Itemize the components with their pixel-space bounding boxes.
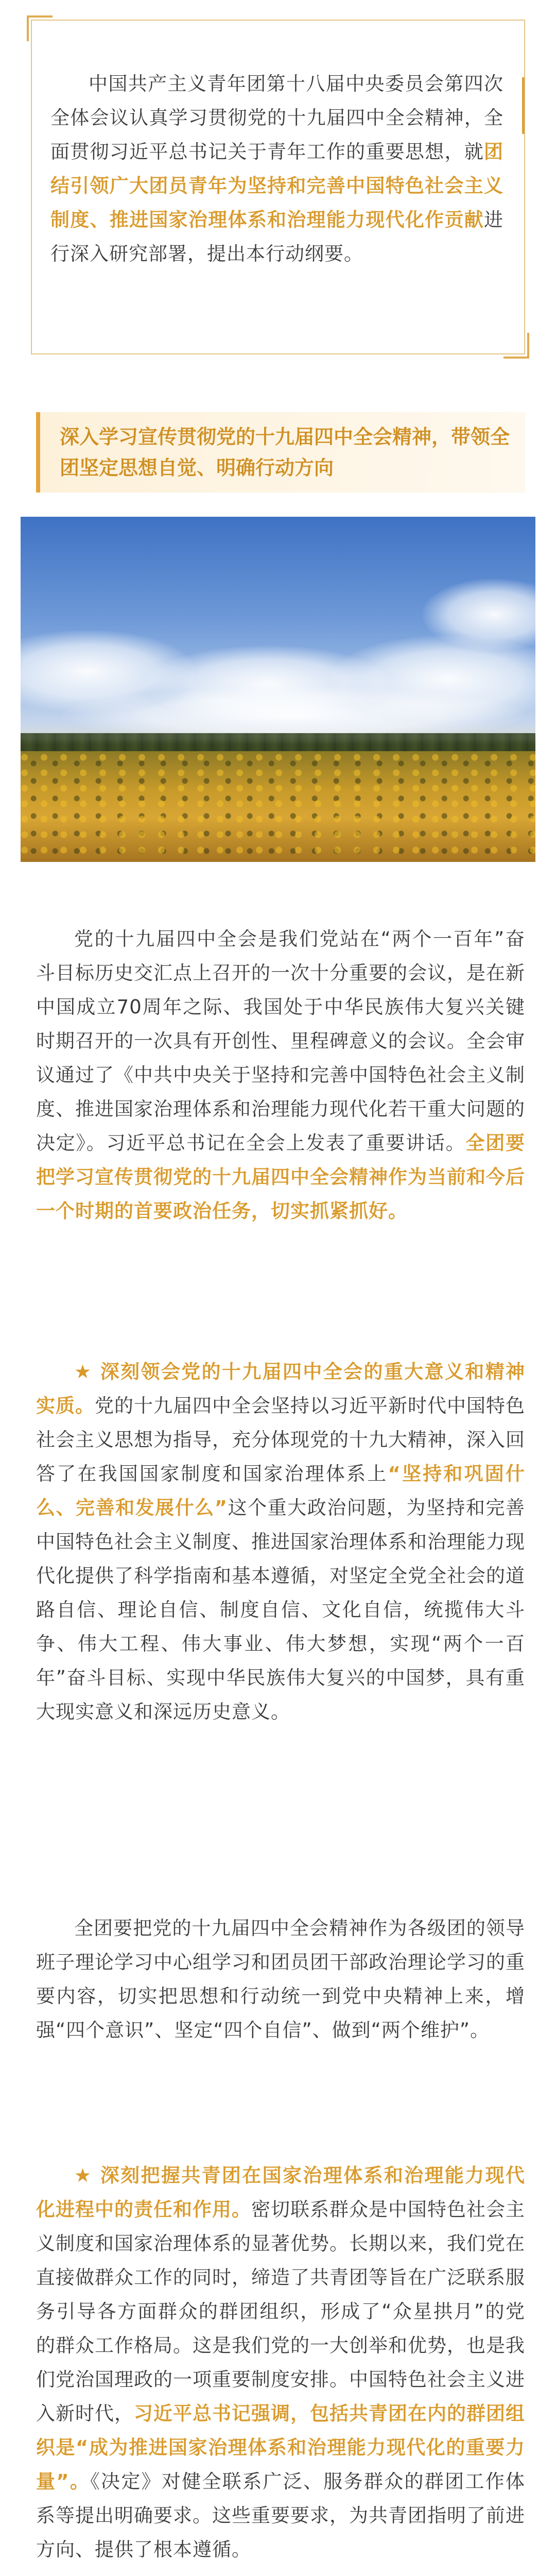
section-heading-text: 深入学习宣传贯彻党的十九届四中全会精神，带领全团坚定思想自觉、明确行动方向 bbox=[60, 426, 510, 479]
star-subheading-2: ★ 深刻把握共青团在国家治理体系和治理能力现代化进程中的责任和作用。 bbox=[36, 2164, 525, 2221]
paragraph-2-text: 党的十九届四中全会坚持以习近平新时代中国特色社会主义思想为指导，充分体现党的十九大精神，深入回答了在我国国家制度和国家治理体系上 bbox=[36, 1395, 525, 1485]
star-subheading: ★ 深刻领会党的十九届四中全会的重大意义和精神实质。 bbox=[36, 1361, 525, 1417]
paragraph-4-text-end: 《决定》对健全联系广泛、服务群众的群团工作体系等提出明确要求。这些重要要求，为共青团指明了前进方向、提供了根本遵循。 bbox=[36, 2470, 525, 2561]
paragraph-1-highlight: 全团要把学习宣传贯彻党的十九届四中全会精神作为当前和今后一个时期的首要政治任务，切实抓紧抓好。 bbox=[36, 1132, 526, 1222]
paragraph-4-text: 密切联系群众是中国特色社会主义制度和国家治理体系的显著优势。长期以来，我们党在直接做群众工作的同时，缔造了共青团等旨在广泛联系服务引导各方面群众的群团组织，形成了“众星拱月”的党的群众工作格局。这是我们党的一大创举和优势，也是我们党治国理政的一项重要制度安排。中国特色社会主义进入新时代， bbox=[36, 2198, 525, 2425]
paragraph-2 bbox=[36, 1355, 525, 1729]
section-heading bbox=[36, 412, 525, 493]
sunflower-field-photo bbox=[21, 517, 535, 862]
intro-text-end: 进行深入研究部署，提出本行动纲要。 bbox=[50, 209, 503, 265]
paragraph-2-text-end: 这个重大政治问题，为坚持和完善中国特色社会主义制度、推进国家治理体系和治理能力现代化提供了科学指南和基本遵循，对坚定全党全社会的道路自信、理论自信、制度自信、文化自信，统揽伟大斗争、伟大工程、伟大事业、伟大梦想，实现“两个一百年”奋斗目标、实现中华民族伟大复兴的中国梦，具有重大现实意义和深远历史意义。 bbox=[36, 1497, 525, 1723]
intro-box bbox=[31, 20, 525, 354]
paragraph-3 bbox=[36, 1911, 525, 2047]
intro-text: 中国共产主义青年团第十八届中央委员会第四次全体会议认真学习贯彻党的十九届四中全会精神，全面贯彻习近平总书记关于青年工作的重要思想，就 bbox=[50, 73, 503, 163]
corner-decoration-bottom-right bbox=[503, 333, 529, 359]
paragraph-4-highlight: 习近平总书记强调，包括共青团在内的群团组织是“成为推进国家治理体系和治理能力现代化的重要力量”。 bbox=[36, 2402, 525, 2493]
tree-line bbox=[21, 733, 535, 754]
paragraph-4 bbox=[36, 2159, 525, 2567]
paragraph-2-highlight: “坚持和巩固什么、完善和发展什么” bbox=[36, 1463, 525, 1519]
corner-decoration-top-left bbox=[27, 15, 53, 41]
intro-paragraph bbox=[50, 67, 503, 271]
paragraph-3-text: 全团要把党的十九届四中全会精神作为各级团的领导班子理论学习中心组学习和团员团干部政治理论学习的重要内容，切实把思想和行动统一到党中央精神上来，增强“四个意识”、坚定“四个自信”、做到“两个维护”。 bbox=[36, 1917, 525, 2041]
side-decoration-bar bbox=[522, 77, 525, 134]
paragraph-1 bbox=[36, 922, 525, 1228]
paragraph-1-text: 党的十九届四中全会是我们党站在“两个一百年”奋斗目标历史交汇点上召开的一次十分重要的会议，是在新中国成立70周年之际、我国处于中华民族伟大复兴关键时期召开的一次具有开创性、里程碑意义的会议。全会审议通过了《中共中央关于坚持和完善中国特色社会主义制度、推进国家治理体系和治理能力现代化若干重大问题的决定》。习近平总书记在全会上发表了重要讲话。 bbox=[36, 928, 525, 1154]
sunflower-field bbox=[21, 751, 535, 862]
intro-highlight: 团结引领广大团员青年为坚持和完善中国特色社会主义制度、推进国家治理体系和治理能力现代化作贡献 bbox=[50, 141, 503, 231]
